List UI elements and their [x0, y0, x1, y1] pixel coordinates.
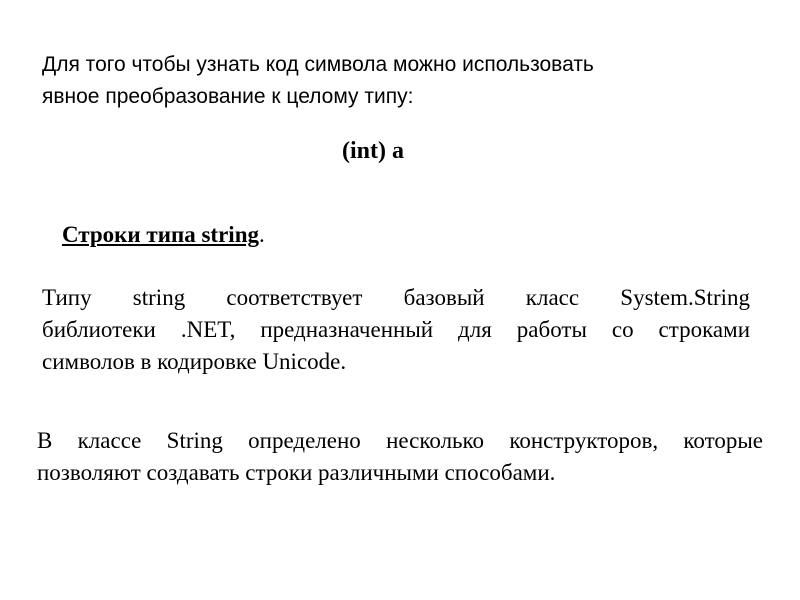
- intro-text: [42, 49, 742, 113]
- section-heading-period: .: [258, 222, 265, 247]
- paragraph2-line-1: В классе String определено несколько конструкторов, которые: [37, 428, 763, 453]
- code-example: (int) a: [342, 138, 404, 164]
- paragraph1-line-3: символов в кодировке Unicode.: [42, 349, 347, 374]
- paragraph1-line-1: Типу string соответствует базовый класс System.String: [42, 285, 750, 310]
- paragraph1-line-2: библиотеки .NET, предназначенный для работы со строками: [42, 317, 750, 342]
- section-heading: [62, 219, 265, 251]
- section-heading-title: Строки типа string: [62, 222, 259, 247]
- paragraph2-line-2: позволяют создавать строки различными способами.: [37, 460, 556, 485]
- intro-line-2: явное преобразование к целому типу:: [42, 85, 414, 108]
- constructors-paragraph: [37, 425, 763, 489]
- string-type-paragraph: [42, 282, 750, 378]
- intro-line-1: Для того чтобы узнать код символа можно использовать: [42, 53, 594, 76]
